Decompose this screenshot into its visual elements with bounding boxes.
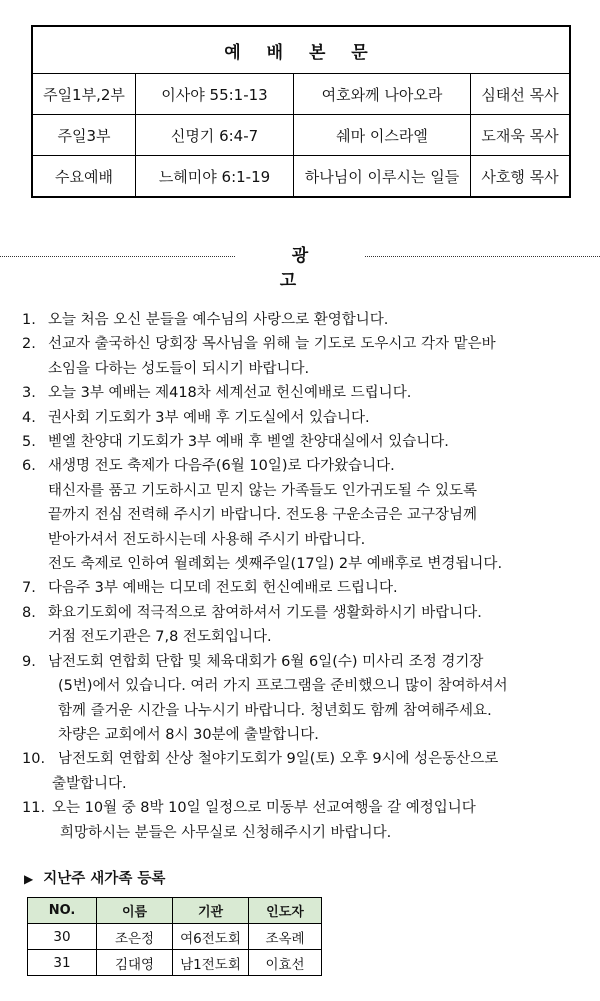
item-text: 희망하시는 분들은 사무실로 신청해주시기 바랍니다. [60,824,392,841]
item-text: (5번)에서 있습니다. 여러 가지 프로그램을 준비했으니 많이 참여하셔서 [58,678,508,695]
item-number: 8. [22,604,36,621]
item-text: 오는 10월 중 8박 10일 일정으로 미동부 선교여행을 갈 예정입니다 [52,800,476,817]
dotted-divider-left [0,256,235,257]
sermon-sermon-title: 쉐마 이스라엘 [294,115,471,156]
announcement-title: 광 고 [279,246,333,291]
table-row [28,924,322,950]
sermon-preacher: 도재욱 목사 [471,115,571,156]
table-cell: 30 [28,924,97,950]
item-text: 끝까지 전심 전력해 주시기 바랍니다. 전도용 구운소금은 교구장님께 [48,507,478,524]
item-text: 거점 전도기관은 7,8 전도회입니다. [48,629,272,646]
item-text: 오늘 처음 오신 분들을 예수님의 사랑으로 환영합니다. [48,312,389,328]
list-item [22,576,592,600]
sermon-row [32,74,570,115]
sermon-preacher: 심태선 목사 [471,74,571,115]
item-text: 출발합니다. [52,775,127,792]
column-header: 이름 [97,898,173,924]
sermon-sermon-title: 여호와께 나아오라 [294,74,471,115]
item-text: 전도 축제로 인하여 월례회는 셋째주일(17일) 2부 예배후로 변경됩니다. [48,556,503,573]
sermon-sermon-title: 하나님이 이루시는 일들 [294,156,471,198]
item-text: 받아가셔서 전도하시는데 사용해 주시기 바랍니다. [48,531,366,548]
column-header: 인도자 [249,898,322,924]
sermon-title-row [32,26,570,74]
item-text: 다음주 3부 예배는 디모데 전도회 헌신예배로 드립니다. [48,580,398,597]
item-number: 3. [22,385,36,402]
list-item [22,308,592,332]
new-family-heading [24,867,165,888]
triangle-right-icon: ▶ [24,872,34,886]
item-text: 선교자 출국하신 당회장 목사님을 위해 늘 기도로 도우시고 각자 맡은바 [48,336,496,353]
sermon-service: 주일1부,2부 [32,74,136,115]
list-item [22,601,592,650]
dotted-divider-right [365,256,600,257]
list-item [22,430,592,454]
table-cell: 이효선 [249,950,322,976]
sermon-row [32,115,570,156]
table-cell: 조옥례 [249,924,322,950]
item-number: 6. [22,458,36,475]
table-cell: 여6전도회 [173,924,249,950]
item-number: 7. [22,580,36,597]
item-text: 벧엘 찬양대 기도회가 3부 예배 후 벧엘 찬양대실에서 있습니다. [48,434,449,451]
sermon-preacher: 사호행 목사 [471,156,571,198]
item-text: 태신자를 품고 기도하시고 믿지 않는 가족들도 인가귀도될 수 있도록 [48,482,478,499]
item-number: 9. [22,653,36,670]
table-cell: 31 [28,950,97,976]
list-item [22,650,592,748]
list-item [22,406,592,430]
list-item [22,381,592,405]
item-text: 남전도회 연합회 산상 철야기도회가 9일(토) 오후 9시에 성은동산으로 [58,751,499,768]
column-header: 기관 [173,898,249,924]
item-text: 남전도회 연합회 단합 및 체육대회가 6월 6일(수) 미사리 조정 경기장 [48,653,484,670]
item-text: 함께 즐거운 시간을 나누시기 바랍니다. 청년회도 함께 참여해주세요. [58,702,492,719]
list-item [22,454,592,576]
item-text: 새생명 전도 축제가 다음주(6월 10일)로 다가왔습니다. [48,458,395,475]
table-row [28,950,322,976]
announcement-header [0,238,600,291]
table-cell: 김대영 [97,950,173,976]
item-text: 소임을 다하는 성도들이 되시기 바랍니다. [48,360,310,377]
new-family-table [27,897,322,976]
sermon-scripture: 느헤미야 6:1-19 [136,156,294,198]
item-text: 화요기도회에 적극적으로 참여하셔서 기도를 생활화하시기 바랍니다. [48,604,482,621]
announcement-list [22,308,592,845]
item-text: 오늘 3부 예배는 제418차 세계선교 헌신예배로 드립니다. [48,385,412,402]
item-text: 차량은 교회에서 8시 30분에 출발합니다. [58,726,319,743]
sermon-scripture: 이사야 55:1-13 [136,74,294,115]
item-number: 10. [22,751,46,768]
item-number: 11. [22,800,46,817]
table-cell: 조은정 [97,924,173,950]
new-family-title: 지난주 새가족 등록 [43,871,166,887]
table-header-row [28,898,322,924]
item-number: 1. [22,312,36,328]
table-cell: 남1전도회 [173,950,249,976]
sermon-service: 수요예배 [32,156,136,198]
sermon-scripture: 신명기 6:4-7 [136,115,294,156]
item-number: 2. [22,336,36,353]
sermon-title: 예 배 본 문 [32,26,570,74]
sermon-service: 주일3부 [32,115,136,156]
column-header: NO. [28,898,97,924]
list-item [22,332,592,381]
sermon-row [32,156,570,198]
sermon-table [31,25,571,198]
item-number: 4. [22,409,36,426]
item-text: 권사회 기도회가 3부 예배 후 기도실에서 있습니다. [48,409,370,426]
item-number: 5. [22,434,36,451]
list-item [22,747,592,796]
list-item [22,796,592,845]
